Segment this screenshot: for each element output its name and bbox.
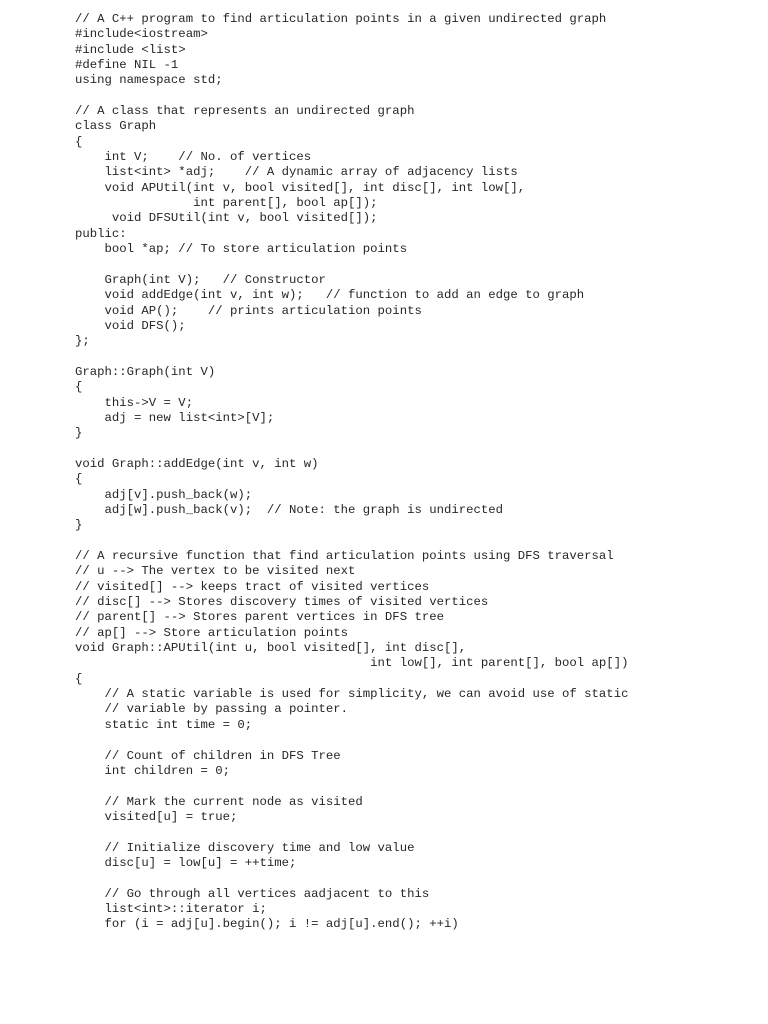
code-line: void AP(); // prints articulation points <box>75 303 422 318</box>
code-line <box>75 534 628 549</box>
code-line: // disc[] --> Stores discovery times of visited vertices <box>75 595 489 610</box>
code-line: adj[v].push_back(w); <box>75 487 253 502</box>
code-line: using namespace std; <box>75 73 223 88</box>
code-line: // Mark the current node as visited <box>75 794 363 809</box>
code-line <box>75 350 628 365</box>
code-line: // A C++ program to find articulation points in a given undirected graph <box>75 12 607 26</box>
code-line <box>75 89 628 104</box>
code-line: { <box>75 671 83 686</box>
code-line: // variable by passing a pointer. <box>75 702 349 717</box>
code-line: } <box>75 426 83 441</box>
code-line: int V; // No. of vertices <box>75 150 312 165</box>
code-line: { <box>75 472 83 487</box>
code-line: { <box>75 380 83 395</box>
code-line: // visited[] --> keeps tract of visited vertices <box>75 579 430 594</box>
code-line: // A recursive function that find articulation points using DFS traversal <box>75 549 614 564</box>
code-line: void Graph::APUtil(int u, bool visited[], int disc[], <box>75 641 467 656</box>
code-line: list<int> *adj; // A dynamic array of adjacency lists <box>75 165 518 180</box>
code-line: // Go through all vertices aadjacent to this <box>75 886 430 901</box>
code-line: bool *ap; // To store articulation points <box>75 242 408 257</box>
code-line: int children = 0; <box>75 763 230 778</box>
code-line: Graph::Graph(int V) <box>75 364 216 379</box>
code-line: // A class that represents an undirected graph <box>75 104 415 119</box>
code-line: list<int>::iterator i; <box>75 901 267 916</box>
code-line: void addEdge(int v, int w); // function to add an edge to graph <box>75 288 585 303</box>
code-listing <box>75 12 628 933</box>
code-line: for (i = adj[u].begin(); i != adj[u].end(); ++i) <box>75 917 459 932</box>
code-line: Graph(int V); // Constructor <box>75 272 326 287</box>
code-line: // parent[] --> Stores parent vertices in DFS tree <box>75 610 444 625</box>
code-line: void APUtil(int v, bool visited[], int disc[], int low[], <box>75 180 526 195</box>
code-line: void Graph::addEdge(int v, int w) <box>75 456 319 471</box>
code-line <box>75 825 628 840</box>
code-line: int low[], int parent[], bool ap[]) <box>75 656 629 671</box>
code-line: visited[u] = true; <box>75 809 238 824</box>
code-line <box>75 779 628 794</box>
code-line: // ap[] --> Store articulation points <box>75 625 349 640</box>
code-line: void DFSUtil(int v, bool visited[]); <box>75 211 378 226</box>
code-line: } <box>75 518 83 533</box>
code-line: adj[w].push_back(v); // Note: the graph is undirected <box>75 503 504 517</box>
code-line: #include<iostream> <box>75 27 208 42</box>
code-line: // u --> The vertex to be visited next <box>75 564 356 579</box>
code-line: static int time = 0; <box>75 717 253 732</box>
code-line: this->V = V; <box>75 395 194 410</box>
code-line: class Graph <box>75 119 157 134</box>
code-line: { <box>75 134 83 149</box>
code-line: #include <list> <box>75 42 186 57</box>
code-line <box>75 258 628 273</box>
code-line: public: <box>75 226 127 241</box>
code-line: int parent[], bool ap[]); <box>75 196 378 211</box>
code-line <box>75 442 628 457</box>
code-line: // A static variable is used for simplicity, we can avoid use of static <box>75 687 629 702</box>
code-line: adj = new list<int>[V]; <box>75 410 275 425</box>
code-line: // Initialize discovery time and low value <box>75 840 415 855</box>
code-line: // Count of children in DFS Tree <box>75 748 341 763</box>
code-line: #define NIL -1 <box>75 58 179 73</box>
code-line: disc[u] = low[u] = ++time; <box>75 855 297 870</box>
code-line <box>75 871 628 886</box>
code-line: void DFS(); <box>75 318 186 333</box>
code-line: }; <box>75 334 90 349</box>
code-line <box>75 733 628 748</box>
